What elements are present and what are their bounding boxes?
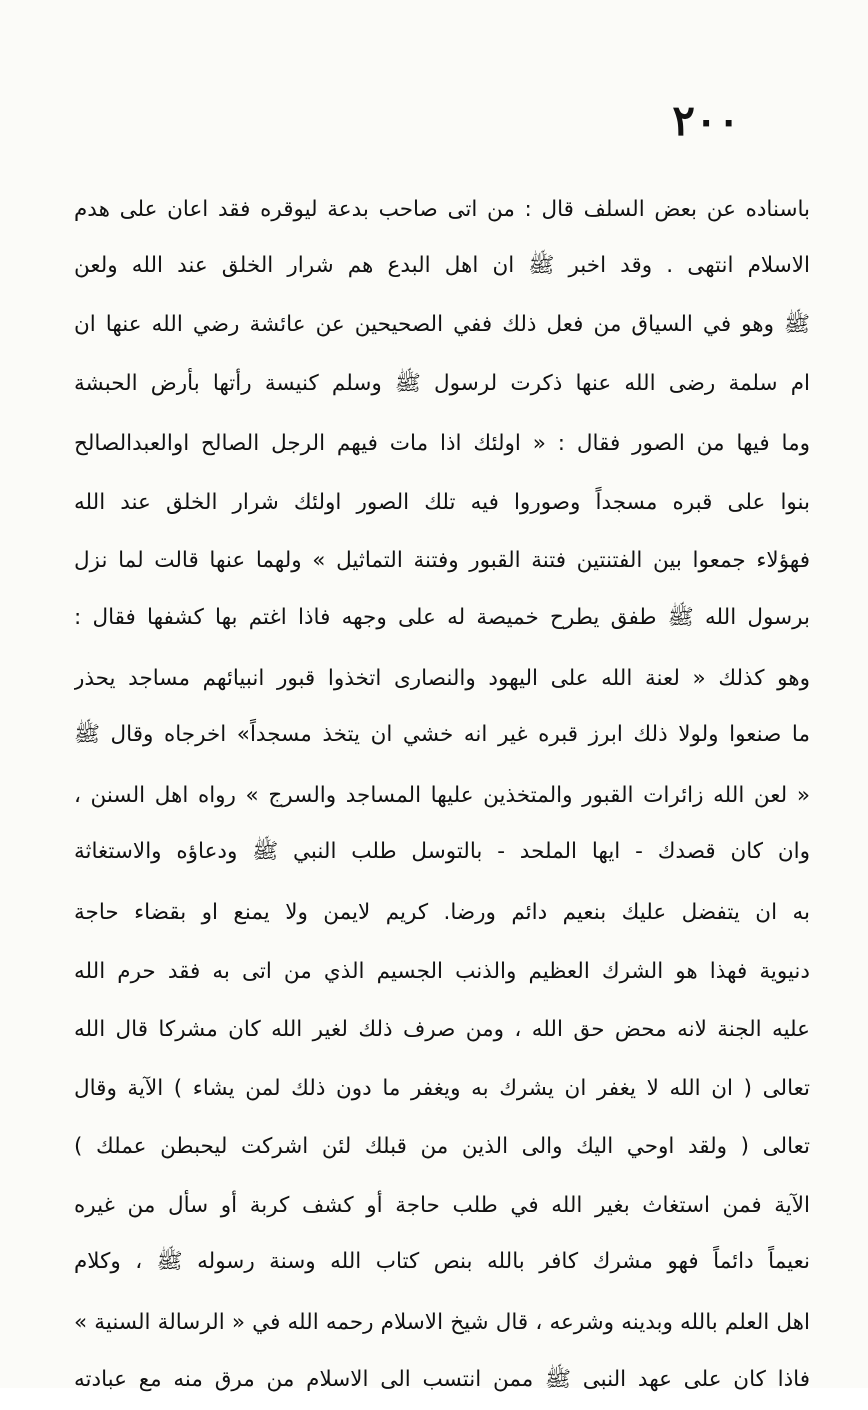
text-line [74, 766, 810, 825]
text-line [74, 590, 810, 649]
text-line [74, 1235, 810, 1294]
text-line [74, 180, 810, 239]
text-line [74, 1176, 810, 1235]
text-line-content: وهو كذلك « لعنة الله على اليهود والنصارى اتخذوا قبور انبيائهم مساجد يحذر [74, 665, 810, 691]
text-line [74, 297, 810, 356]
text-line-content: الآية فمن استغاث بغير الله في طلب حاجة أو كشف كربة أو سأل من غيره [74, 1192, 810, 1218]
text-line-content: فهؤلاء جمعوا بين الفتنتين فتنة القبور وفتنة التماثيل » ولهما عنها قالت لما نزل [74, 548, 810, 574]
text-line [74, 473, 810, 532]
text-line-content: برسول الله ﷺ طفق يطرح خميصة له على وجهه فاذا اغتم بها كشفها فقال : [74, 604, 810, 630]
page-number: ٢٠٠ [672, 96, 740, 145]
text-line-content: به ان يتفضل عليك بنعيم دائم ورضا. كريم لايمن ولا يمنع او بقضاء حاجة [74, 899, 810, 925]
text-line-content: دنيوية فهذا هو الشرك العظيم والذنب الجسيم الذي من اتى به فقد حرم الله [74, 958, 810, 984]
text-line-content: عليه الجنة لانه محض حق الله ، ومن صرف ذلك لغير الله كان مشركا قال الله [74, 1017, 810, 1043]
text-line [74, 1293, 810, 1352]
text-line-content: تعالى ( ان الله لا يغفر ان يشرك به ويغفر ما دون ذلك لمن يشاء ) الآية وقال [74, 1075, 810, 1101]
text-line [74, 649, 810, 708]
text-line [74, 239, 810, 298]
text-line-content: ام سلمة رضى الله عنها ذكرت لرسول ﷺ وسلم كنيسة رأتها بأرض الحبشة [74, 370, 810, 396]
text-line [74, 1000, 810, 1059]
text-line [74, 356, 810, 415]
text-line-content: ﷺ وهو في السياق من فعل ذلك ففي الصحيحين عن عائشة رضي الله عنها ان [74, 311, 810, 337]
text-line-content: ما صنعوا ولولا ذلك ابرز قبره غير انه خشي ان يتخذ مسجداً» اخرجاه وقال ﷺ [74, 722, 810, 748]
text-line [74, 825, 810, 884]
text-line-content: بنوا على قبره مسجداً وصوروا فيه تلك الصور اولئك شرار الخلق عند الله [74, 489, 810, 515]
text-line [74, 414, 810, 473]
text-line-content: نعيماً دائماً فهو مشرك كافر بالله بنص كتاب الله وسنة رسوله ﷺ ، وكلام [74, 1249, 810, 1275]
text-line [74, 1118, 810, 1177]
text-line [74, 532, 810, 591]
text-line-content: تعالى ( ولقد اوحي اليك والى الذين من قبلك لئن اشركت ليحبطن عملك ) [74, 1134, 810, 1160]
text-line-content: فاذا كان على عهد النبى ﷺ ممن انتسب الى الاسلام من مرق منه مع عبادته [74, 1366, 810, 1392]
text-line [74, 1352, 810, 1410]
text-line-content: اهل العلم بالله وبدينه وشرعه ، قال شيخ الاسلام رحمه الله في « الرسالة السنية » [74, 1310, 810, 1336]
text-line-content: وان كان قصدك - ايها الملحد - بالتوسل طلب النبي ﷺ ودعاؤه والاستغاثة [74, 839, 810, 865]
text-line [74, 707, 810, 766]
text-line [74, 1059, 810, 1118]
text-line-content: « لعن الله زائرات القبور والمتخذين عليها المساجد والسرج » رواه اهل السنن ، [74, 782, 810, 808]
text-line [74, 942, 810, 1001]
text-line-content: وما فيها من الصور فقال : « اولئك اذا مات فيهم الرجل الصالح اوالعبدالصالح [74, 431, 810, 457]
text-line-content: باسناده عن بعض السلف قال : من اتى صاحب بدعة ليوقره فقد اعان على هدم [74, 196, 810, 222]
text-line [74, 883, 810, 942]
text-line-content: الاسلام انتهى . وقد اخبر ﷺ ان اهل البدع هم شرار الخلق عند الله ولعن [74, 253, 810, 279]
body-text [74, 180, 810, 1410]
